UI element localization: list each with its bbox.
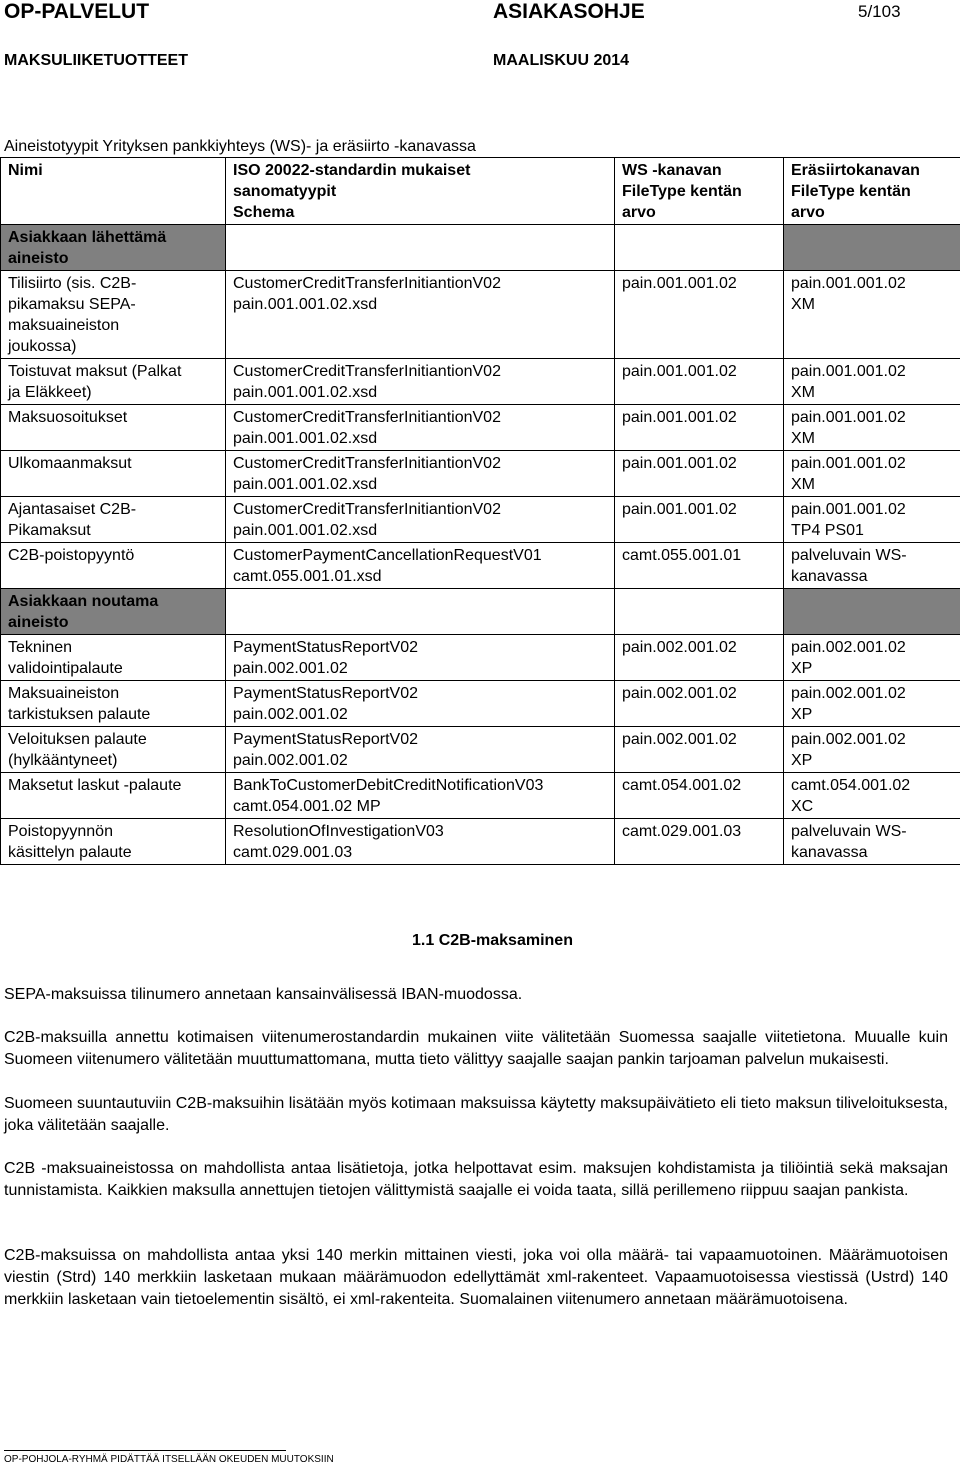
header-subject: MAKSULIIKETUOTTEET xyxy=(4,52,188,69)
header-text: Schema xyxy=(233,204,295,221)
cell-text: pain.001.001.02 xyxy=(791,455,906,472)
cell-text: camt.055.001.01 xyxy=(622,547,742,564)
cell-text: XP xyxy=(791,752,813,769)
cell-name xyxy=(1,497,226,543)
footer-notice: OP-POHJOLA-RYHMÄ PIDÄTTÄÄ ITSELLÄÄN OKEUDEN MUUTOKSIIN xyxy=(4,1454,334,1465)
cell-text: pain.001.001.02 xyxy=(791,363,906,380)
cell-text: pain.001.001.02.xsd xyxy=(233,522,378,539)
cell-ws xyxy=(615,543,784,589)
empty-cell xyxy=(615,589,784,635)
table-row xyxy=(1,819,960,865)
table-header-row xyxy=(1,158,960,225)
cell-text: pain.002.001.02 xyxy=(622,731,737,748)
cell-batch xyxy=(784,727,960,773)
cell-text: pain.001.001.02 xyxy=(622,275,737,292)
cell-text: XM xyxy=(791,384,815,401)
cell-text: PaymentStatusReportV02 xyxy=(233,685,418,702)
paragraph-additional-info: C2B -maksuaineistossa on mahdollista antaa lisätietoja, jotka helpottavat esim. maksujen kohdistamista ja tiliöintiä sekä maksajan tunnistamista. Kaikkien maksulla annettujen tietojen välittymistä saajalle ei voida taata, sillä perillemeno riippuu saajan pankista. xyxy=(4,1160,948,1199)
cell-text: pain.001.001.02.xsd xyxy=(233,430,378,447)
section-title xyxy=(1,225,226,271)
paragraph-message: C2B-maksuissa on mahdollista antaa yksi 140 merkin mittainen viesti, joka voi olla määrä- tai vapaamuotoinen. Määrämuotoisen viestin (Strd) 140 merkkiin lasketaan mukaan määrämuodon edellyttämät xml-rakenteet. Vapaamuotoisessa viestissä (Ustrd) 140 merkkiin lasketaan vain tietoelementin sisältö, ei xml-rakenteita. Suomalainen viitenumero annetaan määrämuotoisena. xyxy=(4,1247,948,1308)
table-row xyxy=(1,635,960,681)
cell-text: XM xyxy=(791,476,815,493)
cell-schema xyxy=(226,497,615,543)
cell-text: Asiakkaan noutama xyxy=(8,593,159,610)
cell-batch xyxy=(784,635,960,681)
cell-batch xyxy=(784,271,960,359)
cell-schema xyxy=(226,773,615,819)
cell-name xyxy=(1,681,226,727)
cell-text: camt.055.001.01.xsd xyxy=(233,568,382,585)
cell-text: pain.001.001.02 xyxy=(622,409,737,426)
cell-ws xyxy=(615,451,784,497)
cell-text: pain.001.001.02.xsd xyxy=(233,476,378,493)
cell-text: aineisto xyxy=(8,250,69,267)
cell-text: pain.002.001.02 xyxy=(622,685,737,702)
cell-batch xyxy=(784,819,960,865)
cell-text: pain.001.001.02 xyxy=(622,501,737,518)
cell-ws xyxy=(615,497,784,543)
cell-text: CustomerCreditTransferInitiantionV02 xyxy=(233,455,501,472)
cell-ws xyxy=(615,681,784,727)
cell-text: maksuaineiston xyxy=(8,317,120,334)
cell-ws xyxy=(615,819,784,865)
paragraph-iban: SEPA-maksuissa tilinumero annetaan kansainvälisessä IBAN-muodossa. xyxy=(4,986,523,1003)
cell-text: pain.001.001.02 xyxy=(791,275,906,292)
header-text: ISO 20022-standardin mukaiset xyxy=(233,162,471,179)
empty-cell xyxy=(615,225,784,271)
table-row xyxy=(1,451,960,497)
cell-text: pain.002.001.02 xyxy=(233,752,348,769)
header-doc-type: ASIAKASOHJE xyxy=(493,0,645,23)
cell-text: XP xyxy=(791,660,813,677)
footer-divider xyxy=(4,1450,286,1451)
header-text: WS -kanavan xyxy=(622,162,722,179)
cell-text: BankToCustomerDebitCreditNotificationV03 xyxy=(233,777,544,794)
page-number: 5/103 xyxy=(858,2,901,21)
header-name xyxy=(1,158,226,225)
cell-text: pikamaksu SEPA- xyxy=(8,296,136,313)
cell-ws xyxy=(615,773,784,819)
cell-text: Tekninen xyxy=(8,639,73,656)
cell-batch xyxy=(784,497,960,543)
cell-text: camt.054.001.02 xyxy=(622,777,742,794)
paragraph-reference: C2B-maksuilla annettu kotimaisen viitenumerostandardin mukainen viite välitetään Suomessa saajalle viitetietona. Muualle kuin Suomeen viitenumero välitetään muuttumattomana, mutta tieto välittyy saajalle saajan pankin tarjoaman palvelun mukaisesti. xyxy=(4,1029,948,1068)
header-date: MAALISKUU 2014 xyxy=(493,52,630,69)
cell-ws xyxy=(615,359,784,405)
table-row xyxy=(1,727,960,773)
cell-text: camt.054.001.02 xyxy=(791,777,911,794)
section-header-row xyxy=(1,225,960,271)
cell-ws xyxy=(615,635,784,681)
cell-batch xyxy=(784,405,960,451)
cell-text: palveluvain WS- xyxy=(791,547,907,564)
cell-name xyxy=(1,635,226,681)
cell-text: pain.002.001.02 xyxy=(791,685,906,702)
cell-text: pain.001.001.02.xsd xyxy=(233,384,378,401)
table-row xyxy=(1,405,960,451)
cell-text: pain.002.001.02 xyxy=(791,639,906,656)
cell-name xyxy=(1,405,226,451)
header-text: Eräsiirtokanavan xyxy=(791,162,920,179)
shaded-cell xyxy=(784,589,960,635)
table-row xyxy=(1,681,960,727)
cell-text: Pikamaksut xyxy=(8,522,91,539)
shaded-cell xyxy=(784,225,960,271)
paragraph-payment-date: Suomeen suuntautuviin C2B-maksuihin lisätään myös kotimaan maksuissa käytetty maksupäivätieto eli tieto maksun tiliveloituksesta, joka välitetään saajalle. xyxy=(4,1095,948,1134)
cell-text: camt.029.001.03 xyxy=(622,823,742,840)
cell-text: pain.002.001.02 xyxy=(622,639,737,656)
cell-text: Poistopyynnön xyxy=(8,823,113,840)
header-org: OP-PALVELUT xyxy=(4,0,150,23)
cell-text: pain.002.001.02 xyxy=(791,731,906,748)
cell-schema xyxy=(226,359,615,405)
cell-text: Tilisiirto (sis. C2B- xyxy=(8,275,137,292)
cell-ws xyxy=(615,271,784,359)
table-row xyxy=(1,271,960,359)
header-schema xyxy=(226,158,615,225)
cell-schema xyxy=(226,405,615,451)
cell-text: pain.001.001.02 xyxy=(791,409,906,426)
section-heading: 1.1 C2B-maksaminen xyxy=(412,932,573,949)
cell-text: camt.029.001.03 xyxy=(233,844,353,861)
cell-text: ResolutionOfInvestigationV03 xyxy=(233,823,444,840)
cell-batch xyxy=(784,359,960,405)
cell-name xyxy=(1,727,226,773)
table-row xyxy=(1,497,960,543)
cell-text: Asiakkaan lähettämä xyxy=(8,229,167,246)
cell-text: pain.001.001.02 xyxy=(791,501,906,518)
cell-text: pain.002.001.02 xyxy=(233,706,348,723)
cell-text: Ajantasaiset C2B- xyxy=(8,501,137,518)
cell-text: Veloituksen palaute xyxy=(8,731,147,748)
cell-text: CustomerCreditTransferInitiantionV02 xyxy=(233,409,501,426)
cell-text: PaymentStatusReportV02 xyxy=(233,731,418,748)
cell-schema xyxy=(226,635,615,681)
cell-batch xyxy=(784,543,960,589)
cell-schema xyxy=(226,819,615,865)
header-text: arvo xyxy=(622,204,656,221)
cell-text: kanavassa xyxy=(791,568,868,585)
table-body xyxy=(1,225,960,865)
cell-name xyxy=(1,773,226,819)
cell-ws xyxy=(615,405,784,451)
cell-ws xyxy=(615,727,784,773)
cell-name xyxy=(1,451,226,497)
header-batch-filetype xyxy=(784,158,960,225)
cell-text: ja Eläkkeet) xyxy=(8,384,92,401)
cell-name xyxy=(1,359,226,405)
cell-name xyxy=(1,543,226,589)
cell-text: CustomerCreditTransferInitiantionV02 xyxy=(233,501,501,518)
table-row xyxy=(1,359,960,405)
cell-text: pain.001.001.02.xsd xyxy=(233,296,378,313)
header-ws-filetype xyxy=(615,158,784,225)
cell-text: tarkistuksen palaute xyxy=(8,706,151,723)
empty-cell xyxy=(226,225,615,271)
cell-text: palveluvain WS- xyxy=(791,823,907,840)
cell-schema xyxy=(226,271,615,359)
cell-text: PaymentStatusReportV02 xyxy=(233,639,418,656)
cell-schema xyxy=(226,681,615,727)
cell-text: pain.001.001.02 xyxy=(622,455,737,472)
cell-text: pain.001.001.02 xyxy=(622,363,737,380)
cell-text: C2B-poistopyyntö xyxy=(8,547,135,564)
cell-text: XM xyxy=(791,430,815,447)
header-text: FileType kentän xyxy=(622,183,742,200)
cell-text: CustomerPaymentCancellationRequestV01 xyxy=(233,547,542,564)
cell-text: camt.054.001.02 MP xyxy=(233,798,381,815)
cell-schema xyxy=(226,727,615,773)
cell-text: XM xyxy=(791,296,815,313)
header-text: Nimi xyxy=(8,162,43,179)
cell-name xyxy=(1,819,226,865)
header-text: sanomatyypit xyxy=(233,183,337,200)
cell-text: XP xyxy=(791,706,813,723)
cell-text: Maksetut laskut -palaute xyxy=(8,777,182,794)
cell-text: CustomerCreditTransferInitiantionV02 xyxy=(233,275,501,292)
section-title xyxy=(1,589,226,635)
cell-text: kanavassa xyxy=(791,844,868,861)
table-row xyxy=(1,543,960,589)
cell-batch xyxy=(784,451,960,497)
cell-text: Maksuaineiston xyxy=(8,685,120,702)
header-text: FileType kentän xyxy=(791,183,911,200)
cell-text: Maksuosoitukset xyxy=(8,409,128,426)
cell-text: XC xyxy=(791,798,814,815)
section-header-row xyxy=(1,589,960,635)
empty-cell xyxy=(226,589,615,635)
cell-text: CustomerCreditTransferInitiantionV02 xyxy=(233,363,501,380)
cell-text: Ulkomaanmaksut xyxy=(8,455,132,472)
cell-text: käsittelyn palaute xyxy=(8,844,132,861)
cell-schema xyxy=(226,543,615,589)
cell-text: aineisto xyxy=(8,614,69,631)
cell-text: (hylkääntyneet) xyxy=(8,752,118,769)
cell-text: Toistuvat maksut (Palkat xyxy=(8,363,182,380)
header-text: arvo xyxy=(791,204,825,221)
cell-text: pain.002.001.02 xyxy=(233,660,348,677)
cell-schema xyxy=(226,451,615,497)
cell-text: joukossa) xyxy=(8,338,77,355)
cell-name xyxy=(1,271,226,359)
cell-batch xyxy=(784,681,960,727)
cell-text: TP4 PS01 xyxy=(791,522,864,539)
cell-text: validointipalaute xyxy=(8,660,123,677)
table-caption: Aineistotyypit Yrityksen pankkiyhteys (WS)- ja eräsiirto -kanavassa xyxy=(4,138,476,155)
table-row xyxy=(1,773,960,819)
cell-batch xyxy=(784,773,960,819)
file-type-table xyxy=(0,157,960,865)
